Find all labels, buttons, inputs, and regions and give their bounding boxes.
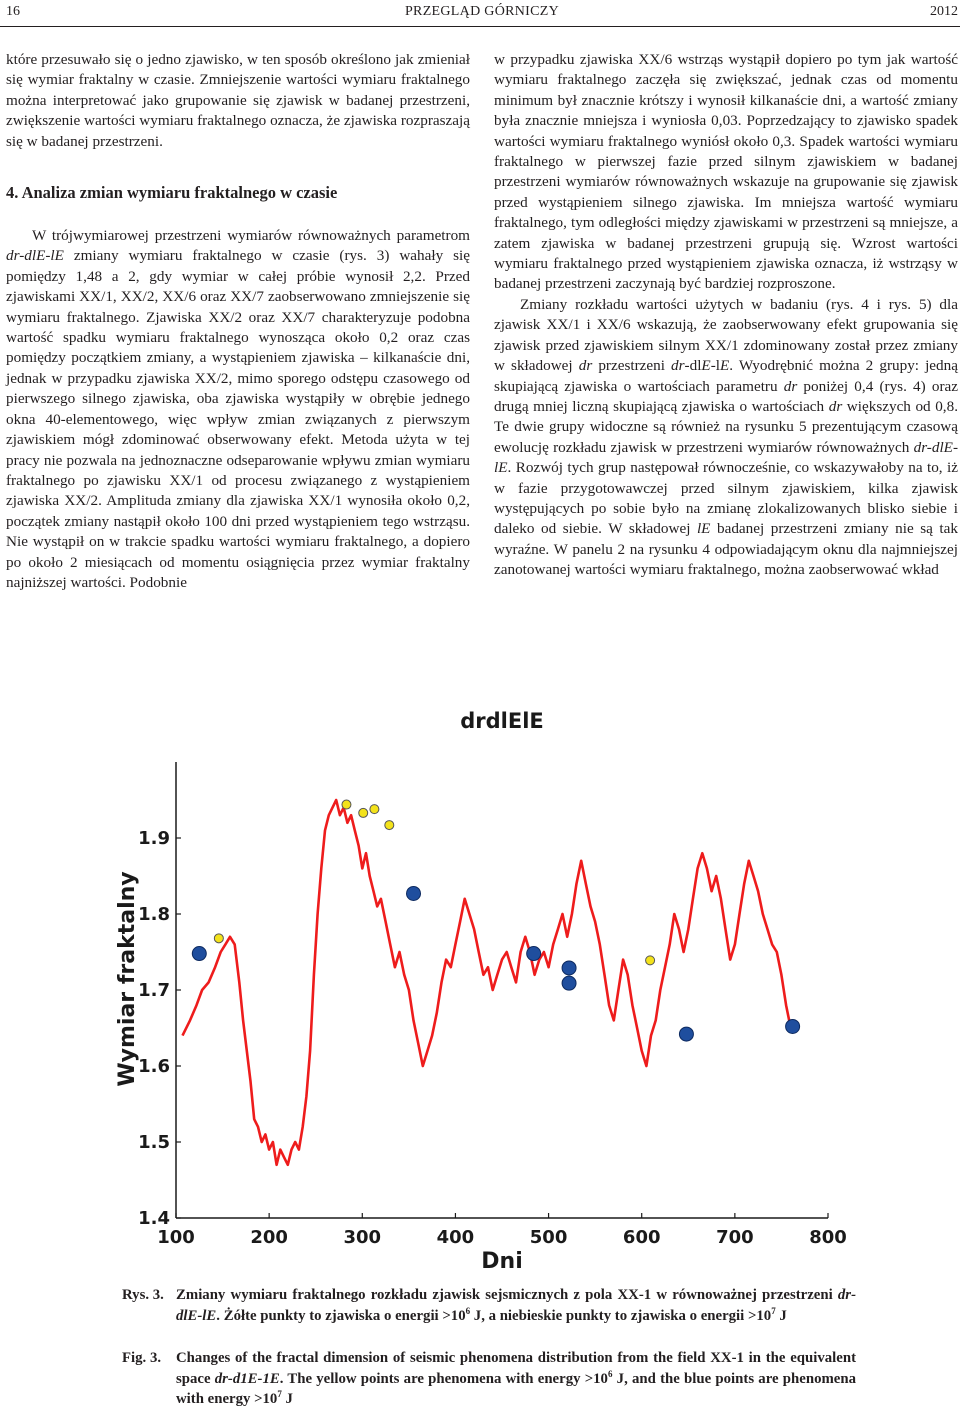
header-rule <box>0 26 960 27</box>
caption-label: Rys. 3. <box>122 1287 164 1303</box>
y-tick-label: 1.8 <box>138 904 170 925</box>
section-heading: 4. Analiza zmian wymiaru fraktalnego w czasie <box>6 183 338 203</box>
journal-year: 2012 <box>930 4 958 19</box>
journal-title: PRZEGLĄD GÓRNICZY <box>404 4 560 19</box>
y-tick-label: 1.9 <box>138 828 170 849</box>
chart-title: drdlElE <box>460 709 544 733</box>
blue-event-point <box>679 1027 693 1041</box>
paragraph: W trójwymiarowej przestrzeni wymiarów równoważnych parametrom dr-dlE-lE zmiany wymiaru fraktalnego w czasie (rys. 3) wahały się pomiędzy 1,48 a 2, gdy wymiar w całej próbie wynosił 2,2. Przed zjawiskami XX/1, XX/2, XX/6 oraz XX/7 zaobserwowano zmniejszenie się wymiaru fraktalnego. Zjawiska XX/2 oraz XX/7 charakteryzuje podobna wartość spadku wymiaru fraktalnego wynosząca około 0,2 oraz czas pomiędzy początkiem zmiany, a wystąpieniem zjawiska – kilkanaście dni, jednak w przypadku zjawiska XX/2, mimo sporego odstępu czasowego od pierwszego silnego zjawiska, oba zjawiska wystąpiły w obrębie jednego okna 40-elementowego, więc wpływ zmian związanych z pierwszym zjawiskiem mógł zdominować obserwowany efekt. Metoda użyta w tej pracy nie pozwala na jednoznaczne odseparowanie wpływu zmian wymiaru fraktalnego po zjawisku XX/1 od procesu związanego z wystąpieniem zjawiska XX/2. Amplituda zmiany dla zjawiska XX/1 wynosiła około 0,2, początek zmiany nastąpił około 100 dni przed wystąpieniem tego wstrząsu. Nie wystąpił on w trakcie spadku wartości wymiaru fraktalnego, a dopiero po około 2 miesiącach od momentu osiągnięcia przez wymiar fraktalny najniższej wartości. Podobnie <box>6 227 470 591</box>
blue-event-point <box>192 947 206 961</box>
y-tick-label: 1.7 <box>138 980 170 1001</box>
yellow-event-point <box>370 805 379 814</box>
left-column <box>6 50 470 593</box>
caption-text: Changes of the fractal dimension of seismic phenomena distribution from the field XX-1 in the equivalent space dr-d1E-1E. The yellow points are phenomena with energy $>10^6$ J, and the blue points are phenomena with energy $>10^7$ J <box>176 1350 856 1407</box>
x-tick-label: 200 <box>250 1227 288 1248</box>
x-tick-label: 400 <box>436 1227 475 1248</box>
yellow-event-point <box>214 934 223 943</box>
blue-event-point <box>527 947 541 961</box>
x-tick-label: 300 <box>343 1227 382 1248</box>
y-tick-label: 1.4 <box>138 1208 170 1229</box>
paragraph: które przesuwało się o jedno zjawisko, w ten sposób określono jak zmieniał się wymiar fraktalny w czasie. Zmniejszenie wartości wymiaru fraktalnego można interpretować jako grupowanie się zjawisk w badanej przestrzeni, zwiększenie wartości wymiaru fraktalnego oznacza, że zjawiska rozpraszają się w badanej przestrzeni. <box>6 51 470 150</box>
caption-english <box>122 1348 858 1412</box>
blue-event-point <box>562 976 576 990</box>
caption-label: Fig. 3. <box>122 1350 162 1366</box>
yellow-event-point <box>342 800 351 809</box>
blue-event-point <box>562 961 576 975</box>
caption-text: Zmiany wymiaru fraktalnego rozkładu zjawisk sejsmicznych z pola XX-1 w równoważnej przestrzeni dr-dlE-lE. Żółte punkty to zjawiska o energii $>10^6$ J, a niebieskie punkty to zjawiska o energii $>10^7$ J <box>176 1287 856 1324</box>
yellow-event-point <box>359 808 368 817</box>
x-axis-label: Dni <box>481 1249 523 1270</box>
x-tick-label: 800 <box>809 1227 847 1248</box>
x-tick-label: 100 <box>157 1227 195 1248</box>
y-axis-label: Wymiar fraktalny <box>115 871 140 1087</box>
blue-event-point <box>407 886 421 900</box>
running-header <box>6 3 958 21</box>
caption-polish <box>122 1285 858 1349</box>
x-tick-label: 600 <box>622 1227 661 1248</box>
x-tick-label: 500 <box>529 1227 568 1248</box>
page-number: 16 <box>6 4 20 19</box>
y-tick-label: 1.6 <box>138 1056 170 1077</box>
blue-event-point <box>786 1019 800 1033</box>
x-tick-label: 700 <box>716 1227 754 1248</box>
figure-3 <box>104 702 856 1270</box>
fractal-dimension-chart <box>104 702 856 1270</box>
paragraph: Zmiany rozkładu wartości użytych w badaniu (rys. 4 i rys. 5) dla zjawisk XX/1 i XX/6 wskazują, że zaobserwowany efekt grupowania się zjawisk przed zjawiskiem silnym XX/1 zdominowany został przez zmiany w składowej dr przestrzeni dr-dlE-lE. Wyodrębnić można 2 grupy: jedną skupiającą zjawiska o wartościach parametru dr poniżej 0,4 (rys. 4) oraz drugą mniej liczną skupiającą zjawiska o wartościach dr większych od 0,8. Te dwie grupy widoczne są również na rysunku 5 prezentującym czasową ewolucję rozkładu zjawisk w przestrzeni wymiarów równoważnych dr-dlE-lE. Rozwój tych grup następował równocześnie, co wskazywałoby na to, iż w fazie przygotowawczej przed silnym zjawiskiem, kilka zjawisk występujących po sobie było na zmianę zlokalizowanych blisko siebie i daleko od siebie. W składowej lE badanej przestrzeni zmiany nie są tak wyraźne. W panelu 2 na rysunku 4 odpowiadającym oknu dla najmniejszej zanotowanej wartości wymiaru fraktalnego, można zaobserwować wkład <box>494 295 958 579</box>
right-column <box>494 50 958 581</box>
yellow-event-point <box>385 821 394 830</box>
paragraph: w przypadku zjawiska XX/6 wstrząs wystąpił dopiero po tym jak wartość wymiaru fraktalnego zaczęła się zwiększać, jednak czas od momentu minimum był znacznie krótszy i wynosił kilkanaście dni, a wartość zmiany była znacznie mniejsza i wyniosła 0,03. Poprzedzający to zjawisko spadek wartości wymiaru fraktalnego wyniósł około 0,3. Spadek wartości wymiaru fraktalnego w pierwszej fazie przed silnym zjawiskiem w badanej przestrzeni wymiarów równoważnych wskazuje na grupowanie się zjawisk przed wystąpieniem silnego zjawiska. Im mniejsza wartość wymiaru fraktalnego, tym odległości między zjawiskami w przestrzeni są mniejsze, a zatem zjawiska w badanej przestrzeni grupują się. Wzrost wartości wymiaru fraktalnego przed wystąpieniem zjawiska oznacza, iż wstrząsy w badanej przestrzeni zaczynają być bardziej rozproszone. <box>494 51 958 293</box>
y-tick-label: 1.5 <box>138 1132 170 1153</box>
yellow-event-point <box>646 956 655 965</box>
